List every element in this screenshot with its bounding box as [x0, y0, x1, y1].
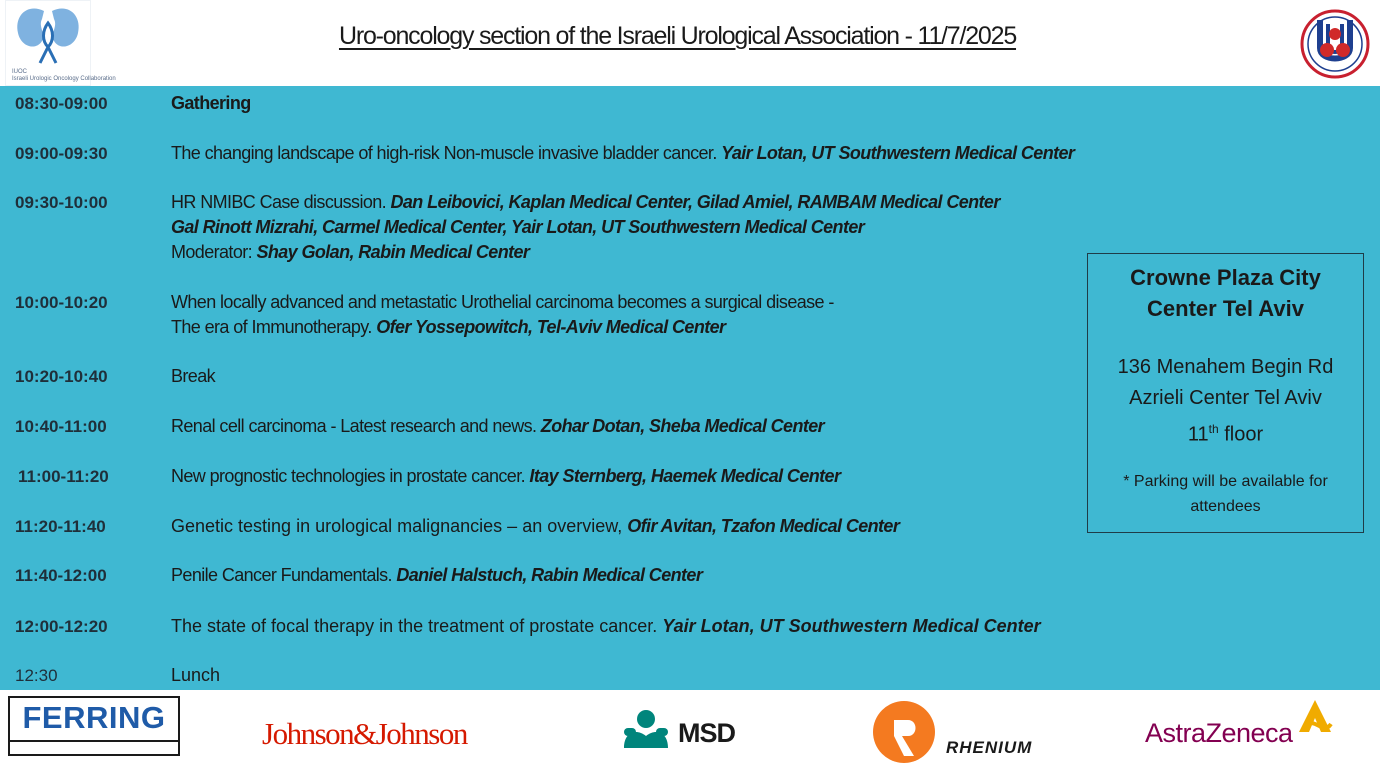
schedule-speakers: Zohar Dotan, Sheba Medical Center — [540, 416, 825, 436]
urological-association-emblem-icon — [1300, 6, 1370, 82]
rhenium-logo — [872, 700, 1052, 757]
astrazeneca-logo-text: AstraZeneca — [1145, 718, 1293, 748]
schedule-time: 12:00-12:20 — [15, 617, 108, 636]
schedule-time: 11:20-11:40 — [15, 517, 106, 536]
venue-floor-suffix: th — [1208, 422, 1219, 436]
schedule-title-line2: The era of Immunotherapy. — [171, 317, 377, 337]
schedule-speakers: Daniel Halstuch, Rabin Medical Center — [396, 565, 703, 585]
schedule-title: Gathering — [171, 93, 251, 113]
schedule-title: Genetic testing in urological malignancies – an overview, — [171, 516, 628, 536]
venue-address-line2: Azrieli Center Tel Aviv — [1129, 387, 1322, 409]
schedule-title: New prognostic technologies in prostate cancer. — [171, 466, 530, 486]
venue-info-box — [1087, 253, 1364, 533]
sponsor-strip — [0, 690, 1380, 757]
ferring-logo — [8, 696, 180, 756]
schedule-time: 10:00-10:20 — [15, 293, 108, 312]
astrazeneca-logo — [1145, 696, 1345, 746]
schedule-speakers: Dan Leibovici, Kaplan Medical Center, Gilad Amiel, RAMBAM Medical Center — [390, 192, 1000, 212]
johnson-johnson-logo: Johnson&Johnson — [262, 716, 467, 751]
msd-emblem-icon — [622, 708, 670, 748]
logo-left-subtext: Israeli Urologic Oncology Collaboration — [12, 76, 116, 82]
schedule-time: 09:30-10:00 — [15, 193, 108, 212]
schedule-time: 09:00-09:30 — [15, 144, 108, 163]
page-title: Uro-oncology section of the Israeli Urological Association - 11/7/2025 — [338, 22, 1017, 50]
schedule-time: 11:00-11:20 — [18, 467, 109, 486]
rhenium-logo-text: RHENIUM — [946, 738, 1033, 757]
venue-name-line2: Center Tel Aviv — [1147, 296, 1304, 321]
venue-name-line1: Crowne Plaza City — [1130, 265, 1321, 290]
ferring-logo-text: FERRING — [22, 700, 166, 735]
schedule-time: 10:20-10:40 — [15, 367, 108, 386]
venue-address-line1: 136 Menahem Begin Rd — [1117, 356, 1334, 378]
schedule-speakers: Ofer Yossepowitch, Tel-Aviv Medical Center — [376, 317, 726, 337]
urological-association-logo — [1300, 6, 1370, 82]
schedule-time: 11:40-12:00 — [15, 566, 107, 585]
schedule-title: When locally advanced and metastatic Urothelial carcinoma becomes a surgical disease - — [171, 292, 834, 312]
rhenium-emblem-icon — [872, 700, 936, 764]
schedule-time: 10:40-11:00 — [15, 417, 107, 436]
schedule-title: The state of focal therapy in the treatment of prostate cancer. — [171, 616, 663, 636]
msd-logo-text: MSD — [678, 718, 735, 748]
schedule-time: 08:30-09:00 — [15, 94, 108, 113]
schedule-title: Renal cell carcinoma - Latest research and news. — [171, 416, 541, 436]
venue-floor-number: 11 — [1187, 423, 1209, 446]
schedule-speakers: Yair Lotan, UT Southwestern Medical Center — [662, 616, 1041, 636]
schedule-title: The changing landscape of high-risk Non-muscle invasive bladder cancer. — [171, 143, 722, 163]
logo-left-text: IUOC — [12, 69, 27, 75]
moderator-label: Moderator: — [171, 242, 257, 262]
schedule-speakers: Yair Lotan, UT Southwestern Medical Center — [721, 143, 1075, 163]
schedule-title: Break — [171, 366, 216, 386]
schedule-title: Penile Cancer Fundamentals. — [171, 565, 397, 585]
parking-note-line2: attendees — [1190, 497, 1261, 515]
schedule-time: 12:30 — [15, 666, 58, 685]
msd-logo — [622, 708, 752, 748]
schedule-title: HR NMIBC Case discussion. — [171, 192, 391, 212]
venue-floor-word: floor — [1218, 423, 1264, 446]
schedule-speakers-line2: Gal Rinott Mizrahi, Carmel Medical Center, Yair Lotan, UT Southwestern Medical Center — [171, 217, 865, 237]
parking-note-line1: * Parking will be available for — [1123, 472, 1328, 490]
schedule-speakers: Ofir Avitan, Tzafon Medical Center — [627, 516, 900, 536]
moderator-name: Shay Golan, Rabin Medical Center — [256, 242, 530, 262]
astrazeneca-symbol-icon — [1295, 696, 1335, 744]
schedule-title: Lunch — [171, 665, 221, 685]
header — [0, 0, 1380, 86]
schedule-speakers: Itay Sternberg, Haemek Medical Center — [529, 466, 841, 486]
